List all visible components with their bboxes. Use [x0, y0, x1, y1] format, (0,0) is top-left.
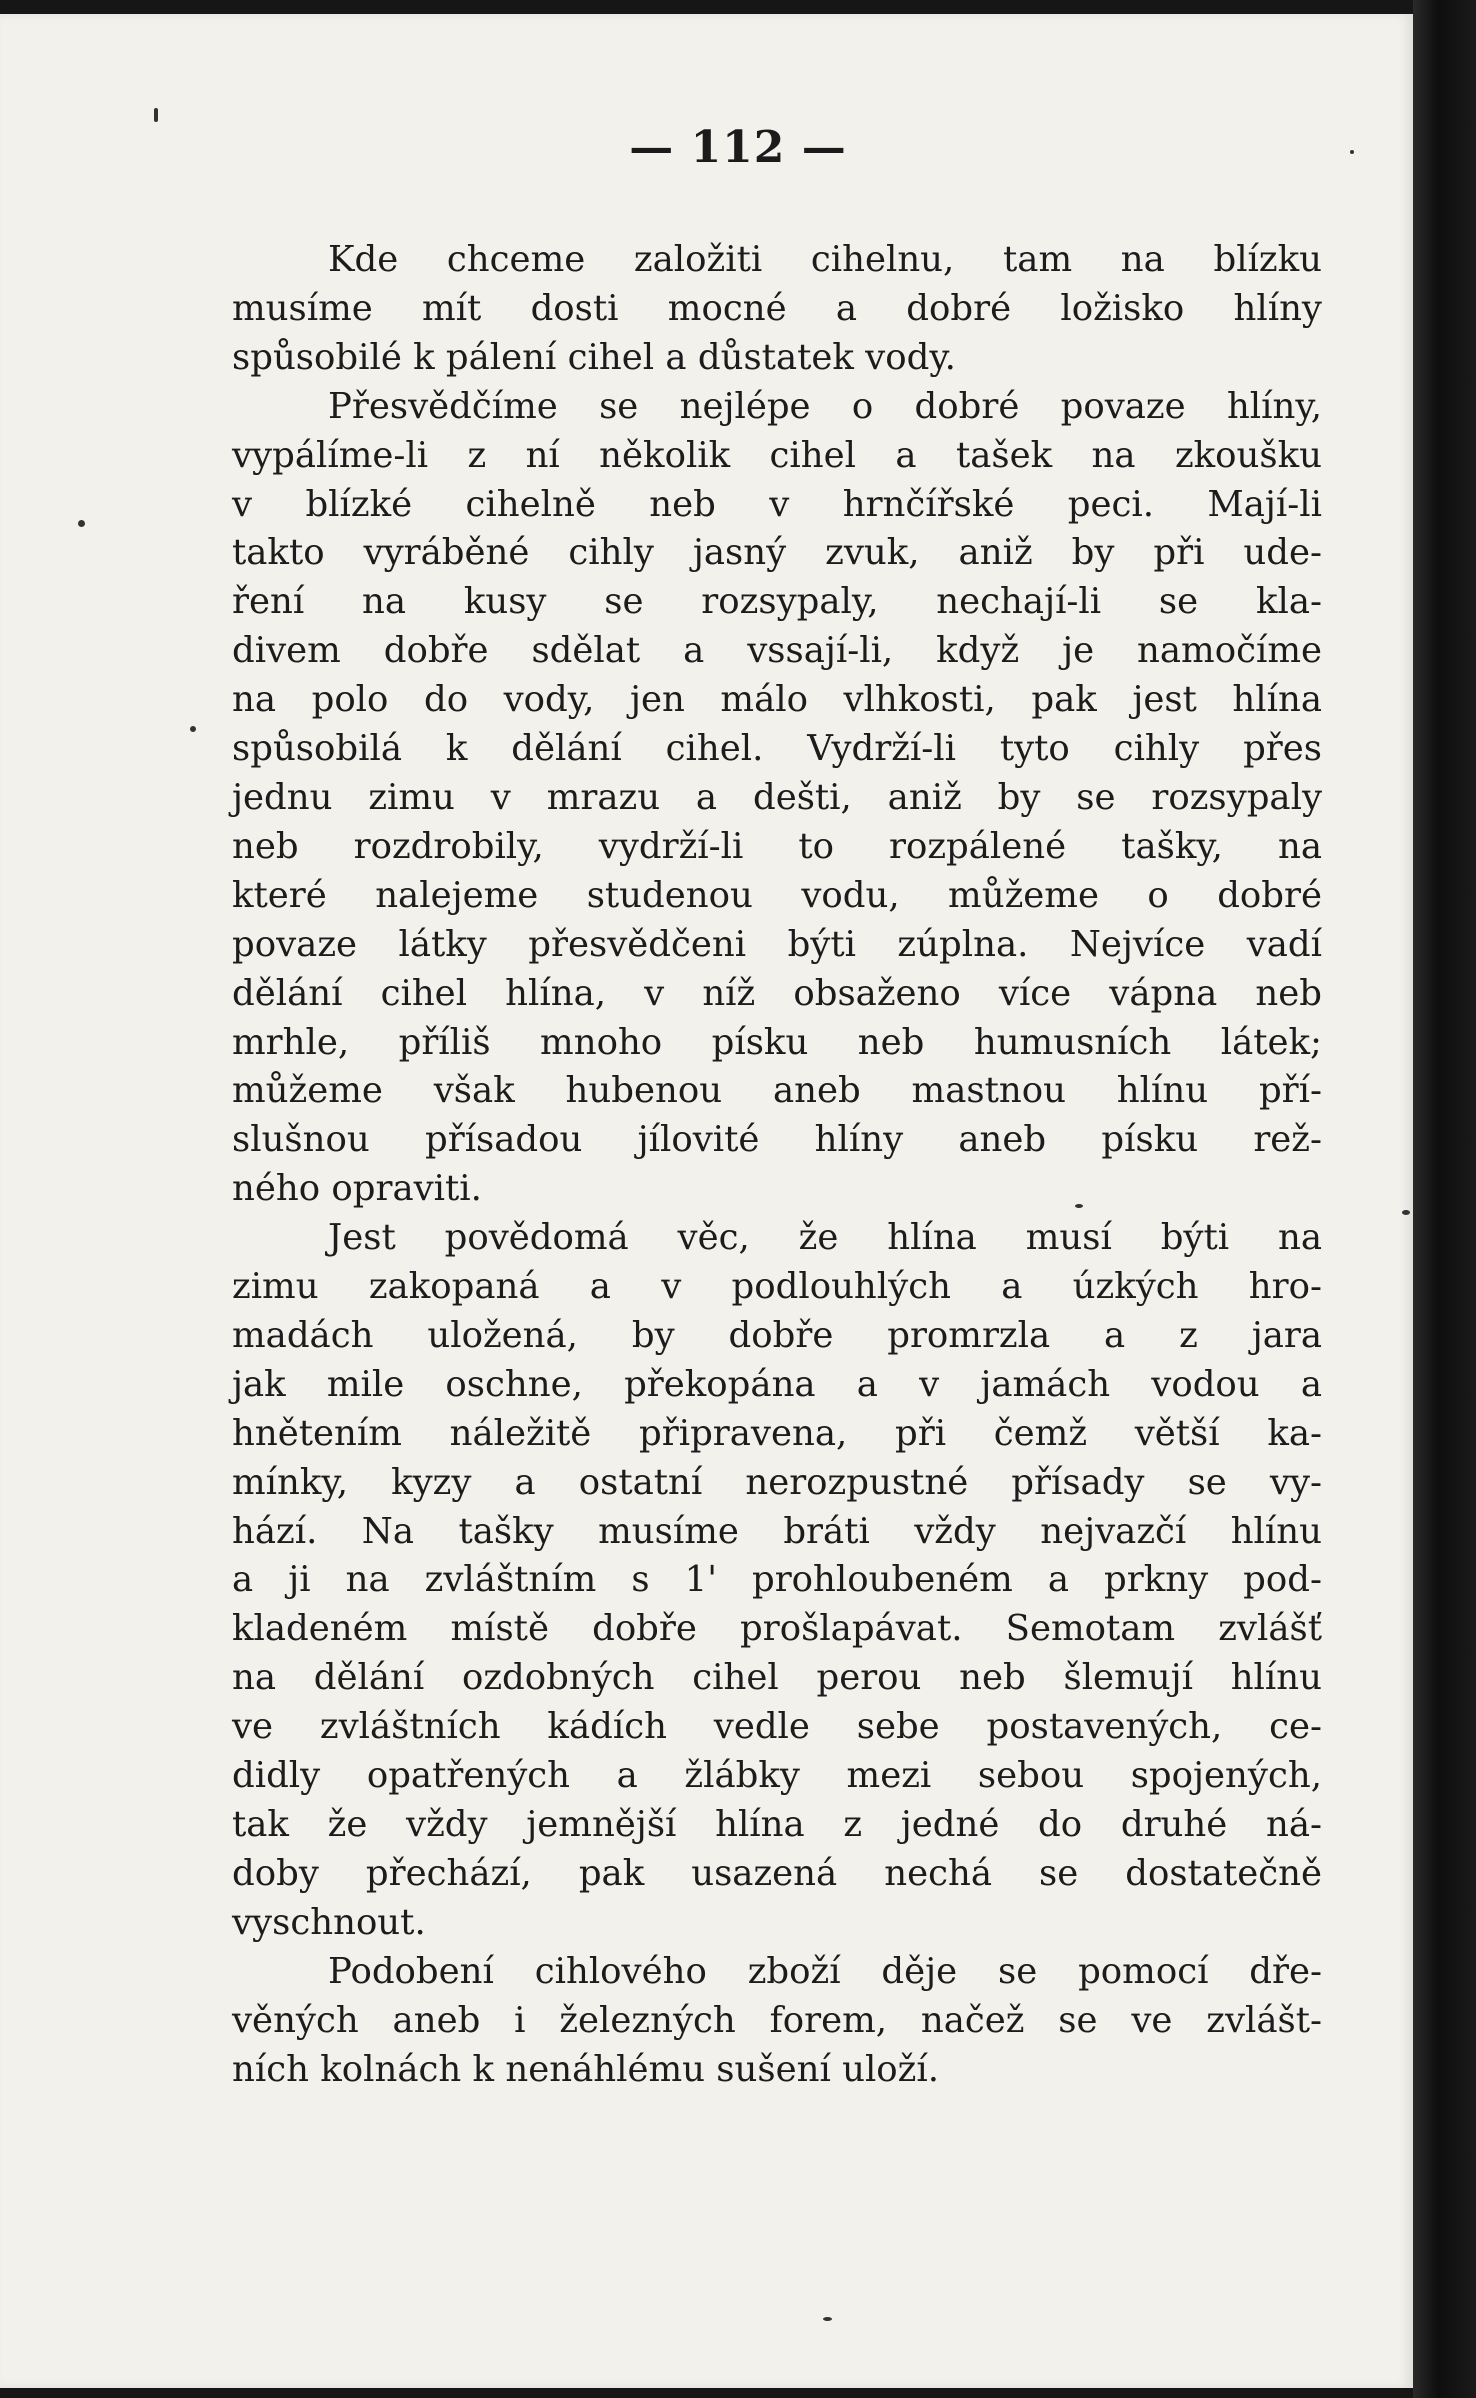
text-line: povaze látky přesvědčeni býti zúplna. Nejvíce vadí — [232, 923, 1322, 965]
text-line: na dělání ozdobných cihel perou neb šlemují hlínu — [232, 1657, 1322, 1699]
text-line: spůsobilé k pálení cihel a důstatek vody. — [232, 336, 956, 378]
text-line: na polo do vody, jen málo vlhkosti, pak jest hlína — [232, 679, 1322, 721]
text-line: musíme mít dosti mocné a dobré ložisko hlíny — [232, 287, 1322, 329]
text-line: v blízké cihelně neb v hrnčířské peci. Mají-li — [232, 483, 1322, 525]
print-speck — [190, 726, 196, 732]
text-line: Podobení cihlového zboží děje se pomocí dře- — [328, 1950, 1322, 1992]
print-speck — [154, 108, 158, 122]
print-speck — [1350, 150, 1354, 154]
page-edge-shadow — [1413, 0, 1476, 2398]
text-line: ření na kusy se rozsypaly, nechají-li se kla- — [232, 581, 1322, 623]
text-line: Přesvědčíme se nejlépe o dobré povaze hlíny, — [328, 385, 1322, 427]
text-line: slušnou přísadou jílovité hlíny aneb písku rež- — [232, 1119, 1322, 1161]
text-line: můžeme však hubenou aneb mastnou hlínu pří- — [232, 1070, 1322, 1112]
text-line: Kde chceme založiti cihelnu, tam na blízku — [328, 239, 1322, 280]
page-number-header: — 112 — — [629, 122, 847, 173]
text-line: zimu zakopaná a v podlouhlých a úzkých hro- — [232, 1266, 1322, 1308]
text-line: věných aneb i železných forem, načež se ve zvlášt- — [232, 1999, 1322, 2041]
text-line: hnětením náležitě připravena, při čemž větší ka- — [232, 1412, 1322, 1454]
text-line: hází. Na tašky musíme bráti vždy nejvazčí hlínu — [232, 1510, 1322, 1552]
text-line: takto vyráběné cihly jasný zvuk, aniž by při ude- — [232, 532, 1322, 574]
print-speck — [823, 2317, 832, 2321]
text-line: tak že vždy jemnější hlína z jedné do druhé ná- — [232, 1804, 1322, 1845]
print-speck — [1402, 1210, 1410, 1215]
text-line: které nalejeme studenou vodu, můžeme o dobré — [232, 874, 1322, 916]
text-line: dělání cihel hlína, v níž obsaženo více vápna neb — [232, 972, 1322, 1014]
text-line: mínky, kyzy a ostatní nerozpustné přísady se vy- — [232, 1461, 1322, 1503]
text-line: jednu zimu v mrazu a dešti, aniž by se rozsypaly — [232, 776, 1322, 818]
text-line: vypálíme-li z ní několik cihel a tašek na zkoušku — [232, 434, 1322, 476]
text-line: a ji na zvláštním s 1' prohloubeném a prkny pod- — [232, 1559, 1322, 1601]
text-line: Jest povědomá věc, že hlína musí býti na — [328, 1217, 1322, 1259]
text-line: kladeném místě dobře prošlapávat. Semotam zvlášť — [232, 1608, 1322, 1650]
text-line: ného opraviti. — [232, 1168, 482, 1210]
print-speck — [78, 520, 85, 527]
text-line: jak mile oschne, překopána a v jamách vodou a — [232, 1363, 1322, 1405]
text-line: vyschnout. — [232, 1901, 426, 1943]
text-line: doby přechází, pak usazená nechá se dostatečně — [232, 1852, 1322, 1894]
text-line: didly opatřených a žlábky mezi sebou spojených, — [232, 1755, 1322, 1797]
text-line: ve zvláštních kádích vedle sebe postavených, ce- — [232, 1706, 1322, 1748]
text-line: madách uložená, by dobře promrzla a z jara — [232, 1314, 1322, 1356]
text-line: divem dobře sdělat a vssají-li, když je namočíme — [232, 630, 1322, 672]
body-text — [232, 236, 1322, 2094]
text-line: ních kolnách k nenáhlému sušení uloží. — [232, 2048, 940, 2090]
text-line: mrhle, příliš mnoho písku neb humusních látek; — [232, 1021, 1322, 1063]
print-speck — [1075, 1204, 1083, 1208]
text-line: spůsobilá k dělání cihel. Vydrží-li tyto cihly přes — [232, 728, 1322, 770]
text-line: neb rozdrobily, vydrží-li to rozpálené tašky, na — [232, 825, 1322, 867]
